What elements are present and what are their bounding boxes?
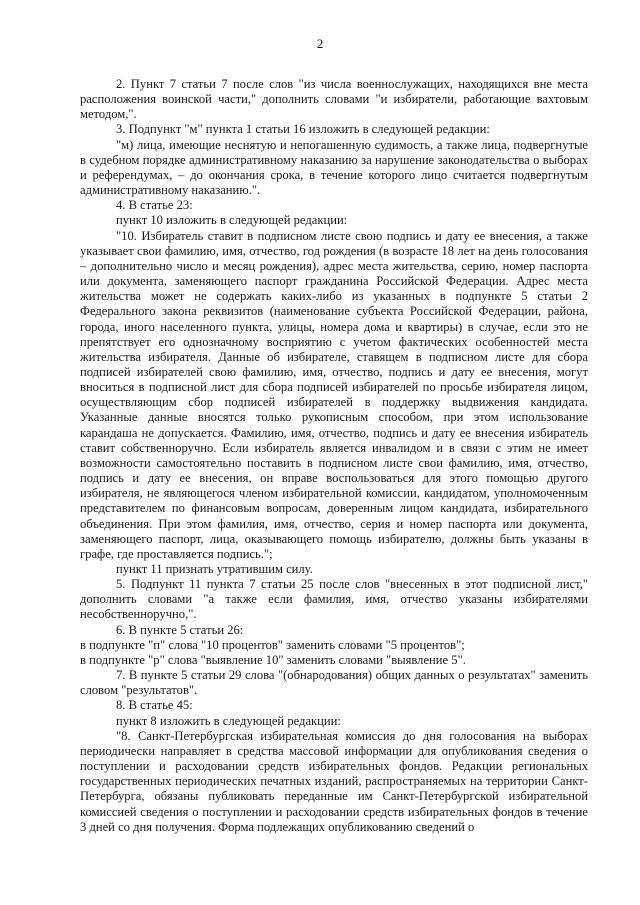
paragraph-13: 8. В статье 45: xyxy=(116,698,193,713)
paragraph-10: в подпункте "п" слова "10 процентов" заменить словами "5 процентов"; xyxy=(80,637,465,652)
paragraph-2: 3. Подпункт "м" пункта 1 статьи 16 изложить в следующей редакции: xyxy=(116,122,490,137)
paragraph-15: "8. Санкт-Петербургская избирательная комиссия до дня голосования на выборах периодически направляет в средства массовой информации для опубликования сведения о поступлении и расходовании средств избирательных фондов. Редакции региональных государственных периодических печатных изданий, распространяемых на территории Санкт-Петербурга, обязаны публиковать переданные им Санкт-Петербургской избирательной комиссией сведения о поступлении и расходовании средств избирательных фондов в течение 3 дней со дня получения. Форма подлежащих опубликованию сведений о xyxy=(80,728,588,834)
paragraph-11: в подпункте "р" слова "выявление 10" заменить словами "выявление 5". xyxy=(80,652,466,667)
paragraph-12: 7. В пункте 5 статьи 29 слова "(обнародования) общих данных о результатах" заменить словом "результатов". xyxy=(80,668,588,698)
paragraph-1: 2. Пункт 7 статьи 7 после слов "из числа военнослужащих, находящихся вне места расположения воинской части," дополнить словами "и избиратели, работающие вахтовым методом,". xyxy=(80,77,588,122)
paragraph-4: 4. В статье 23: xyxy=(116,198,193,213)
document-body xyxy=(80,77,588,835)
paragraph-8: 5. Подпункт 11 пункта 7 статьи 25 после слов "внесенных в этот подписной лист," дополнить словами "а также если фамилия, имя, отчество указаны избирателями несобственноручно,". xyxy=(80,577,588,622)
paragraph-5: пункт 10 изложить в следующей редакции: xyxy=(116,213,348,228)
page-number: 2 xyxy=(316,36,324,51)
paragraph-6: "10. Избиратель ставит в подписном листе свою подпись и дату ее внесения, а также указывает свои фамилию, имя, отчество, год рождения (в возрасте 18 лет на день голосования – дополнительно число и месяц рождения), адрес места жительства, серию, номер паспорта или документа, заменяющего паспорт гражданина Российской Федерации. Адрес места жительства может не содержать каких-либо из указанных в подпункте 5 статьи 2 Федерального закона реквизитов (наименование субъекта Российской Федерации, района, города, иного населенного пункта, улицы, номера дома и квартиры) в случае, если это не препятствует его однозначному восприятию с учетом фактических особенностей места жительства избирателя. Данные об избирателе, ставящем в подписном листе для сбора подписей избирателей свою фамилию, имя, отчество, подпись и дату ее внесения, могут вноситься в подписной лист для сбора подписей избирателей по просьбе избирателя лицом, осуществляющим сбор подписей избирателей в поддержку выдвижения кандидата. Указанные данные вносятся только рукописным способом, при этом использование карандаша не допускается. Фамилию, имя, отчество, подпись и дату ее внесения избиратель ставит собственноручно. Если избиратель является инвалидом и в связи с этим не имеет возможности самостоятельно поставить в подписном листе свои фамилию, имя, отчество, подпись и дату ее внесения, он вправе воспользоваться для этого помощью другого избирателя, не являющегося членом избирательной комиссии, кандидатом, уполномоченным представителем по финансовым вопросам, доверенным лицом кандидата, избирательного объединения. При этом фамилия, имя, отчество, серия и номер паспорта или документа, заменяющего паспорт, лица, оказывающего помощь избирателю, должны быть указаны в графе, где проставляется подпись."; xyxy=(80,228,588,561)
paragraph-7: пункт 11 признать утратившим силу. xyxy=(116,562,313,576)
paragraph-9: 6. В пункте 5 статьи 26: xyxy=(116,622,244,637)
paragraph-3: "м) лица, имеющие неснятую и непогашенную судимость, а также лица, подвергнутые в судебном порядке административному наказанию за нарушение законодательства о выборах и референдумах, – до окончания срока, в течение которого лицо считается подвергнутым административному наказанию.". xyxy=(80,137,588,198)
paragraph-14: пункт 8 изложить в следующей редакции: xyxy=(116,713,341,728)
